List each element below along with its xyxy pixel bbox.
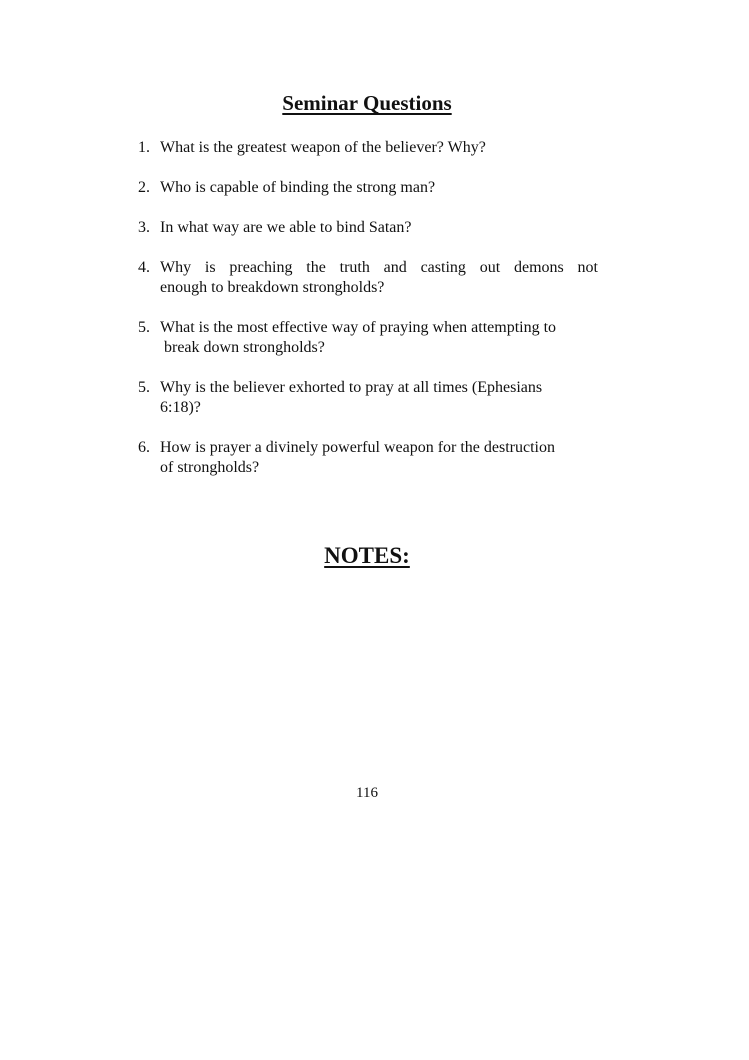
question-number: 1.: [138, 139, 150, 156]
page-title: Seminar Questions: [282, 91, 452, 115]
question-text-line: What is the most effective way of praying when attempting to: [160, 319, 557, 336]
list-item: [138, 438, 598, 478]
question-text: In what way are we able to bind Satan?: [160, 219, 412, 236]
question-text: [160, 378, 598, 418]
question-text-line: Why is preaching the truth and casting out demons not: [160, 259, 598, 276]
page-number: 116: [356, 785, 378, 801]
question-number: 3.: [138, 219, 150, 236]
question-text-line: 6:18)?: [160, 399, 201, 416]
question-text: What is the greatest weapon of the believer? Why?: [160, 139, 486, 156]
question-number: 4.: [138, 259, 150, 276]
list-item: [138, 378, 598, 418]
question-text: [160, 438, 598, 478]
question-text-line: of strongholds?: [160, 459, 260, 476]
list-item: [138, 138, 598, 158]
list-item: [138, 318, 598, 358]
list-item: [138, 258, 598, 298]
question-number: 5.: [138, 379, 150, 396]
question-text: Who is capable of binding the strong man?: [160, 179, 436, 196]
list-item: [138, 218, 598, 238]
question-text-line: How is prayer a divinely powerful weapon for the destruction: [160, 439, 555, 456]
question-number: 2.: [138, 179, 150, 196]
question-number: 6.: [138, 439, 150, 456]
question-list: [138, 138, 598, 498]
question-text: [160, 258, 598, 298]
question-text-line: break down strongholds?: [164, 339, 325, 356]
question-text-line: enough to breakdown strongholds?: [160, 279, 385, 296]
list-item: [138, 178, 598, 198]
question-number: 5.: [138, 319, 150, 336]
question-text-line: Why is the believer exhorted to pray at all times (Ephesians: [160, 379, 543, 396]
question-text: [160, 318, 598, 358]
notes-heading: NOTES:: [324, 543, 410, 568]
